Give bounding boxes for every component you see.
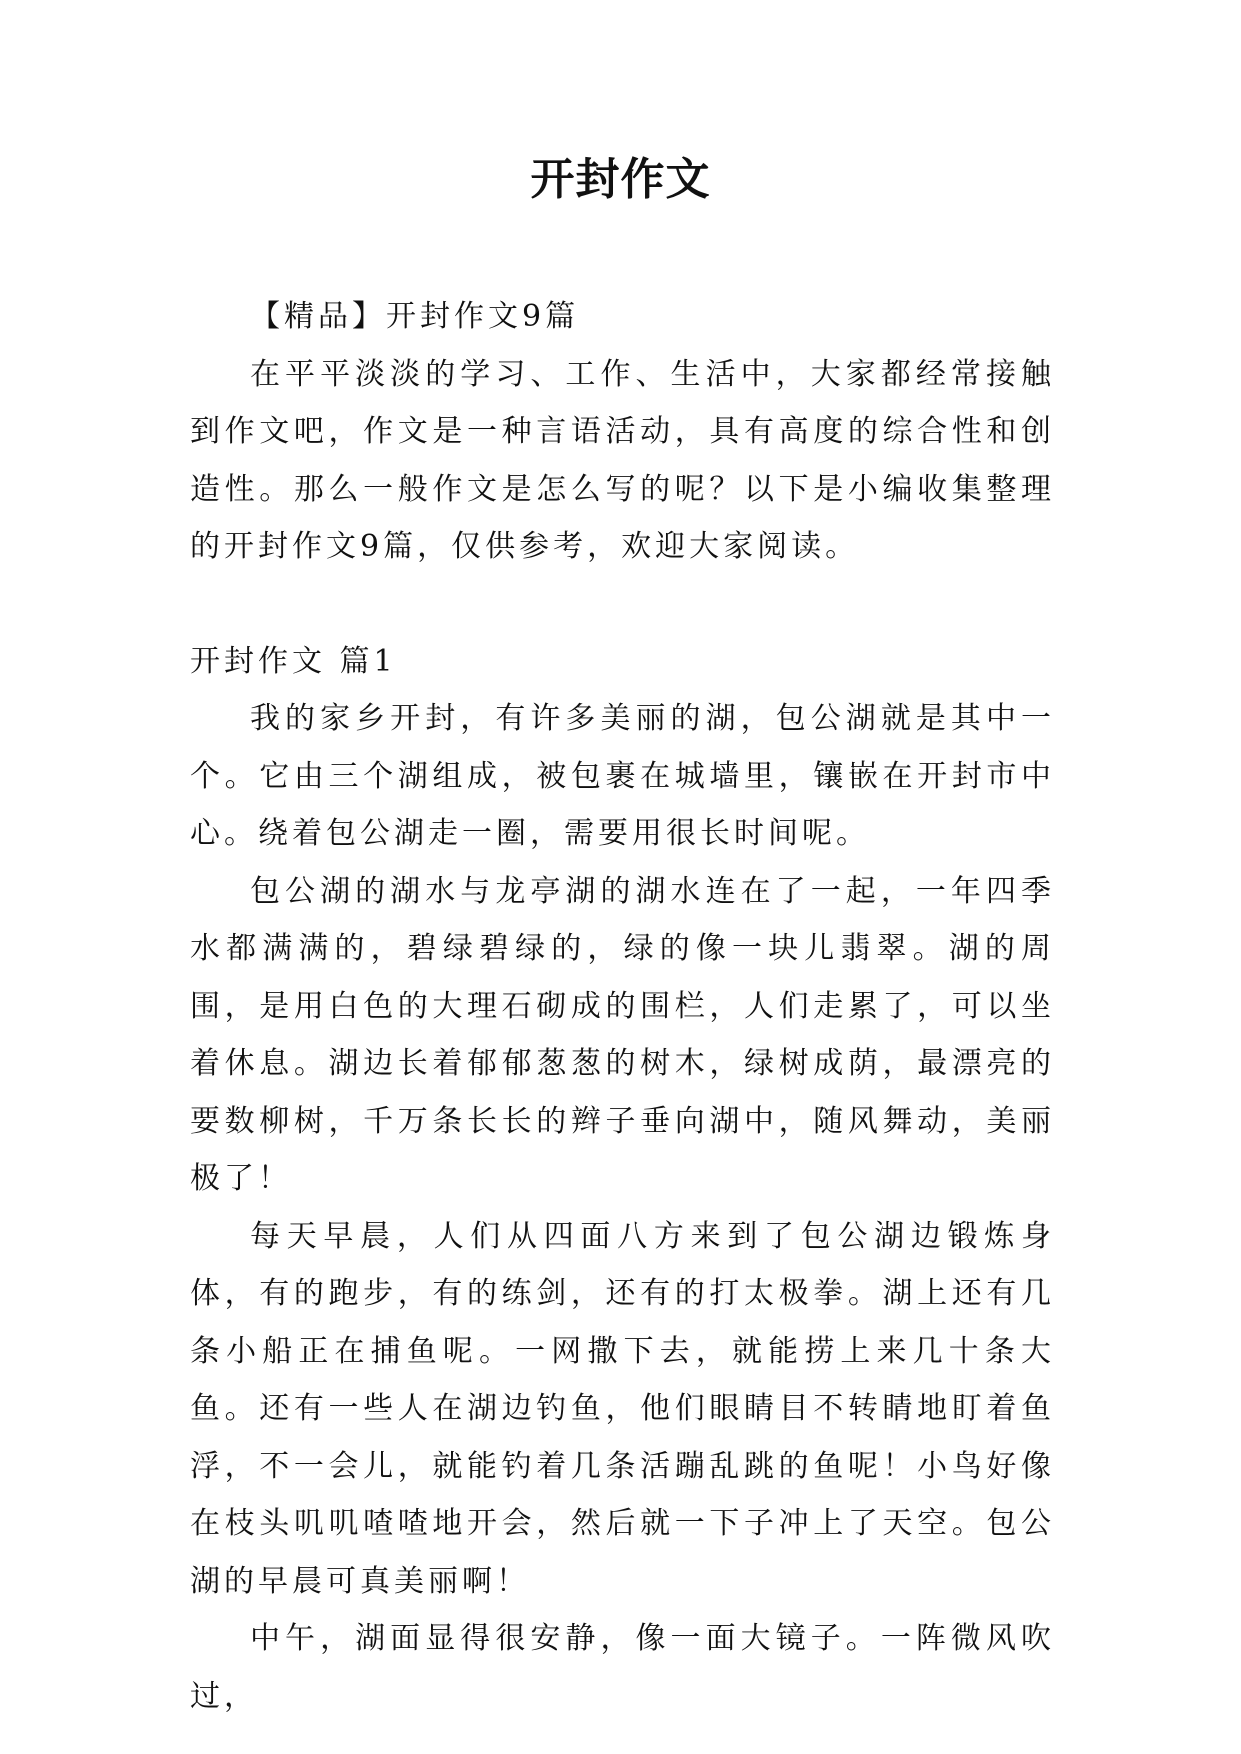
document-heading: 【精品】开封作文9篇 xyxy=(250,299,580,334)
intro-paragraph: 在平平淡淡的学习、工作、生活中，大家都经常接触到作文吧，作文是一种言语活动，具有高度的综合性和创造性。那么一般作文是怎么写的呢？以下是小编收集整理的开封作文9篇，仅供参考，欢迎大家阅读。 xyxy=(190,356,1055,564)
document-body xyxy=(190,288,1055,1725)
paragraph-1: 我的家乡开封，有许多美丽的湖，包公湖就是其中一个。它由三个湖组成，被包裹在城墙里，镶嵌在开封市中心。绕着包公湖走一圈，需要用很长时间呢。 xyxy=(190,701,1055,851)
paragraph-4: 中午，湖面显得很安静，像一面大镜子。一阵微风吹过， xyxy=(190,1621,1055,1714)
section-title: 开封作文 篇1 xyxy=(190,643,397,679)
paragraph-3: 每天早晨，人们从四面八方来到了包公湖边锻炼身体，有的跑步，有的练剑，还有的打太极拳。湖上还有几条小船正在捕鱼呢。一网撒下去，就能捞上来几十条大鱼。还有一些人在湖边钓鱼，他们眼睛目不转睛地盯着鱼浮，不一会儿，就能钓着几条活蹦乱跳的鱼呢！小鸟好像在枝头叽叽喳喳地开会，然后就一下子冲上了天空。包公湖的早晨可真美丽啊！ xyxy=(190,1218,1055,1599)
paragraph-2: 包公湖的湖水与龙亭湖的湖水连在了一起，一年四季水都满满的，碧绿碧绿的，绿的像一块儿翡翠。湖的周围，是用白色的大理石砌成的围栏，人们走累了，可以坐着休息。湖边长着郁郁葱葱的树木，绿树成荫，最漂亮的要数柳树，千万条长长的辫子垂向湖中，随风舞动，美丽极了！ xyxy=(190,873,1055,1196)
document-title: 开封作文 xyxy=(530,154,711,205)
